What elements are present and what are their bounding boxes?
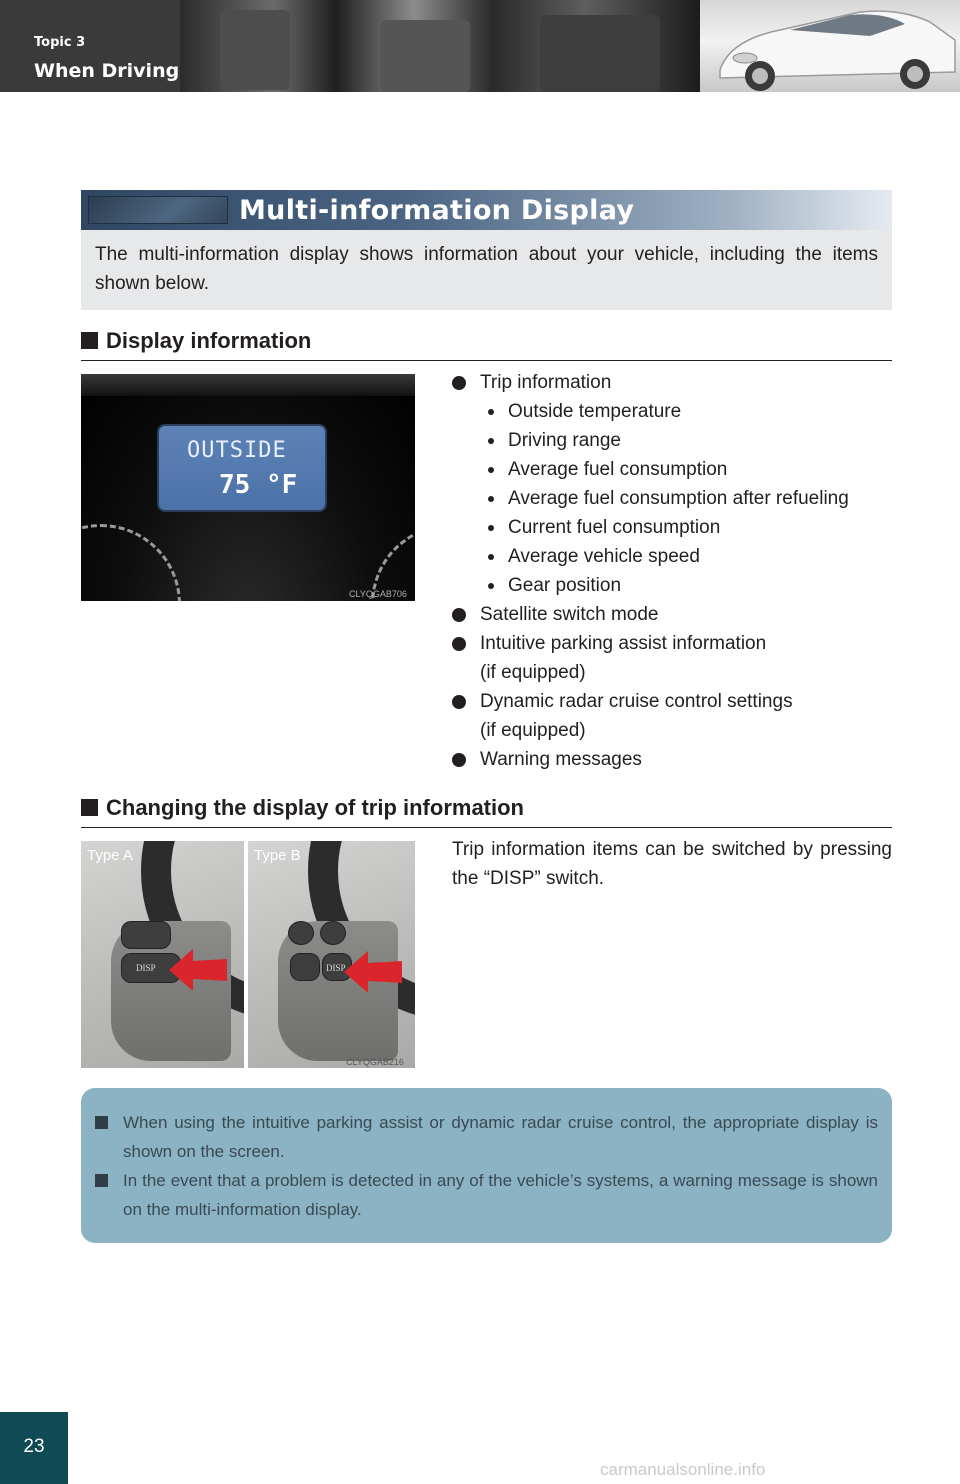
trip-switch-description: Trip information items can be switched by pressing the “DISP” switch. [452,839,892,889]
heading-square-icon [81,332,98,349]
intro-text: The multi-information display shows information about your vehicle, including the items shown below. [95,244,878,294]
type-a-label: Type A [87,847,133,864]
note-item: When using the intuitive parking assist or dynamic radar cruise control, the appropriate display is shown on the screen. [95,1108,878,1166]
note-box [81,1088,892,1243]
changing-display-heading: Changing the display of trip information [81,795,892,828]
list-item: Average fuel consumption after refueling [452,484,892,513]
list-item: Intuitive parking assist information [452,629,892,658]
bullet-icon [488,467,494,473]
page-number-tab [0,1412,68,1484]
list-item-continuation: (if equipped) [480,662,586,683]
multi-information-display-photo [81,374,415,601]
page-header-banner [0,0,960,92]
bullet-icon [488,409,494,415]
page-number: 23 [23,1436,45,1457]
list-item: Gear position [452,571,892,600]
list-item: Satellite switch mode [452,600,892,629]
image-code: CLYQGAB706 [349,589,407,599]
note-square-icon [95,1116,108,1129]
list-item: Outside temperature [452,397,892,426]
bullet-icon [488,554,494,560]
note-square-icon [95,1174,108,1187]
bullet-icon [452,753,466,767]
intro-box [81,230,892,310]
bullet-icon [452,695,466,709]
disp-switch-label: DISP [136,963,156,973]
list-item: Trip information [452,368,892,397]
screen-line-2: 75 °F [219,470,298,500]
disp-switch-label: DISP [326,963,346,973]
list-item: Warning messages [452,745,892,774]
bullet-icon [488,583,494,589]
list-item: Average fuel consumption [452,455,892,484]
list-item: Average vehicle speed [452,542,892,571]
steering-switch-photo-type-a [81,841,244,1068]
list-item: Current fuel consumption [452,513,892,542]
car-photo [700,0,960,92]
note-item: In the event that a problem is detected in any of the vehicle’s systems, a warning message is shown on the multi-information display. [95,1166,878,1224]
image-code: CLYQGAB216 [346,1057,404,1067]
interior-photo [180,0,700,92]
watermark: carmanualsonline.info [600,1460,766,1479]
display-information-heading: Display information [81,328,892,361]
bullet-icon [452,637,466,651]
list-item-continuation: (if equipped) [480,720,586,741]
display-thumbnail [88,196,228,224]
display-screen [157,424,327,512]
topic-label: Topic 3 [34,35,86,50]
list-item: Driving range [452,426,892,455]
section-title-bar [81,190,892,230]
red-arrow-icon [344,949,404,995]
bullet-icon [452,608,466,622]
type-b-label: Type B [254,847,301,864]
display-information-list [452,368,892,774]
list-item: Dynamic radar cruise control settings [452,687,892,716]
heading-square-icon [81,799,98,816]
page-title: Multi-information Display [239,195,635,226]
section-title: When Driving [34,60,180,82]
steering-switch-photo-type-b [248,841,415,1068]
red-arrow-icon [169,947,229,993]
bullet-icon [488,525,494,531]
bullet-icon [488,438,494,444]
bullet-icon [452,376,466,390]
bullet-icon [488,496,494,502]
screen-line-1: OUTSIDE [187,438,287,463]
